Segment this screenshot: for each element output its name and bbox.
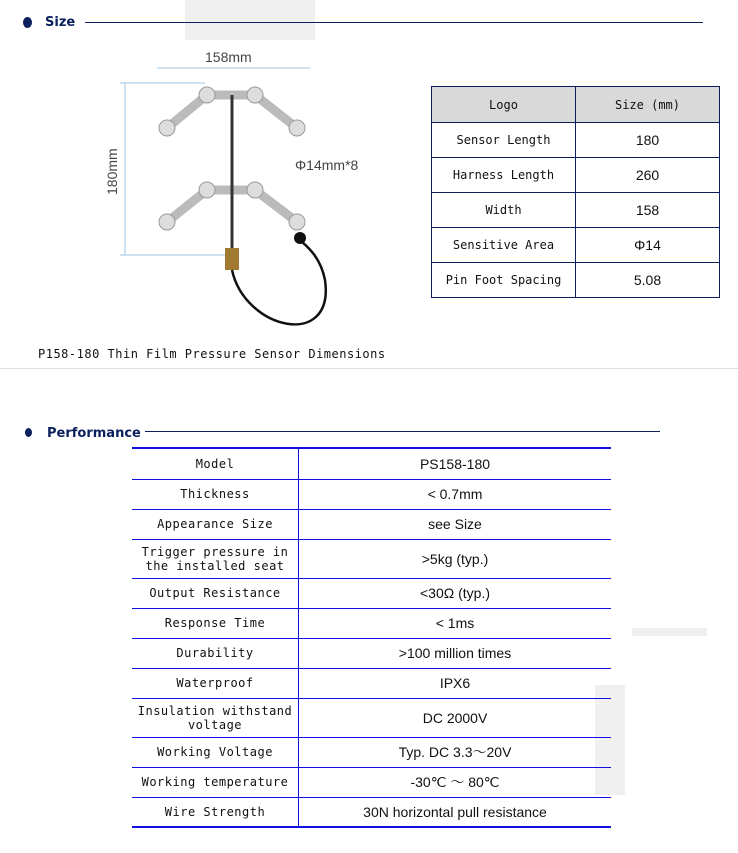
size-label: Width xyxy=(432,193,576,228)
diameter-label: Φ14mm*8 xyxy=(295,157,359,173)
table-row xyxy=(132,608,611,638)
spec-label: Wire Strength xyxy=(132,797,299,827)
performance-table xyxy=(132,447,611,828)
spec-value: DC 2000V xyxy=(299,698,612,737)
spec-label: Appearance Size xyxy=(132,509,299,539)
spec-value: 30N horizontal pull resistance xyxy=(299,797,612,827)
header-logo: Logo xyxy=(432,87,576,123)
size-table xyxy=(431,86,720,298)
spec-value: < 0.7mm xyxy=(299,479,612,509)
section-title-performance: Performance xyxy=(47,426,141,441)
spec-label: Working Voltage xyxy=(132,737,299,767)
watermark xyxy=(632,628,707,636)
size-value: 180 xyxy=(576,123,720,158)
spec-label: Durability xyxy=(132,638,299,668)
size-label: Sensor Length xyxy=(432,123,576,158)
table-row xyxy=(132,448,611,479)
size-label: Pin Foot Spacing xyxy=(432,263,576,298)
spec-value: >5kg (typ.) xyxy=(299,539,612,578)
size-label: Harness Length xyxy=(432,158,576,193)
spec-value: < 1ms xyxy=(299,608,612,638)
spec-label: Working temperature xyxy=(132,767,299,797)
table-row xyxy=(132,539,611,578)
bullet-icon xyxy=(23,17,32,28)
spec-value: >100 million times xyxy=(299,638,612,668)
spec-value: -30℃ ～ 80℃ xyxy=(299,767,612,797)
spec-value: Typ. DC 3.3～20V xyxy=(299,737,612,767)
spec-label: Response Time xyxy=(132,608,299,638)
spec-value: PS158-180 xyxy=(299,448,612,479)
size-value: 158 xyxy=(576,193,720,228)
width-label: 158mm xyxy=(205,49,252,65)
spec-label: Waterproof xyxy=(132,668,299,698)
figure-caption: P158-180 Thin Film Pressure Sensor Dimensions xyxy=(38,347,386,361)
size-value: 5.08 xyxy=(576,263,720,298)
table-row xyxy=(132,737,611,767)
divider xyxy=(145,431,660,432)
bullet-icon xyxy=(25,428,32,437)
spec-label: Insulation withstand voltage xyxy=(132,698,299,737)
spec-label: Trigger pressure in the installed seat xyxy=(132,539,299,578)
header-size: Size (mm) xyxy=(576,87,720,123)
watermark xyxy=(185,0,315,40)
divider xyxy=(85,22,703,23)
table-row xyxy=(132,638,611,668)
spec-label: Output Resistance xyxy=(132,578,299,608)
size-label: Sensitive Area xyxy=(432,228,576,263)
table-row xyxy=(132,767,611,797)
page-divider xyxy=(0,368,738,369)
spec-value: see Size xyxy=(299,509,612,539)
table-row xyxy=(132,479,611,509)
height-label: 180mm xyxy=(104,148,120,195)
table-row xyxy=(132,698,611,737)
table-row xyxy=(132,797,611,827)
table-row xyxy=(132,578,611,608)
table-row xyxy=(132,668,611,698)
size-value: Φ14 xyxy=(576,228,720,263)
table-row xyxy=(132,509,611,539)
section-title-size: Size xyxy=(45,15,76,30)
sensor-dimension-image xyxy=(95,40,395,340)
spec-value: IPX6 xyxy=(299,668,612,698)
size-value: 260 xyxy=(576,158,720,193)
spec-label: Thickness xyxy=(132,479,299,509)
spec-label: Model xyxy=(132,448,299,479)
spec-value: <30Ω (typ.) xyxy=(299,578,612,608)
